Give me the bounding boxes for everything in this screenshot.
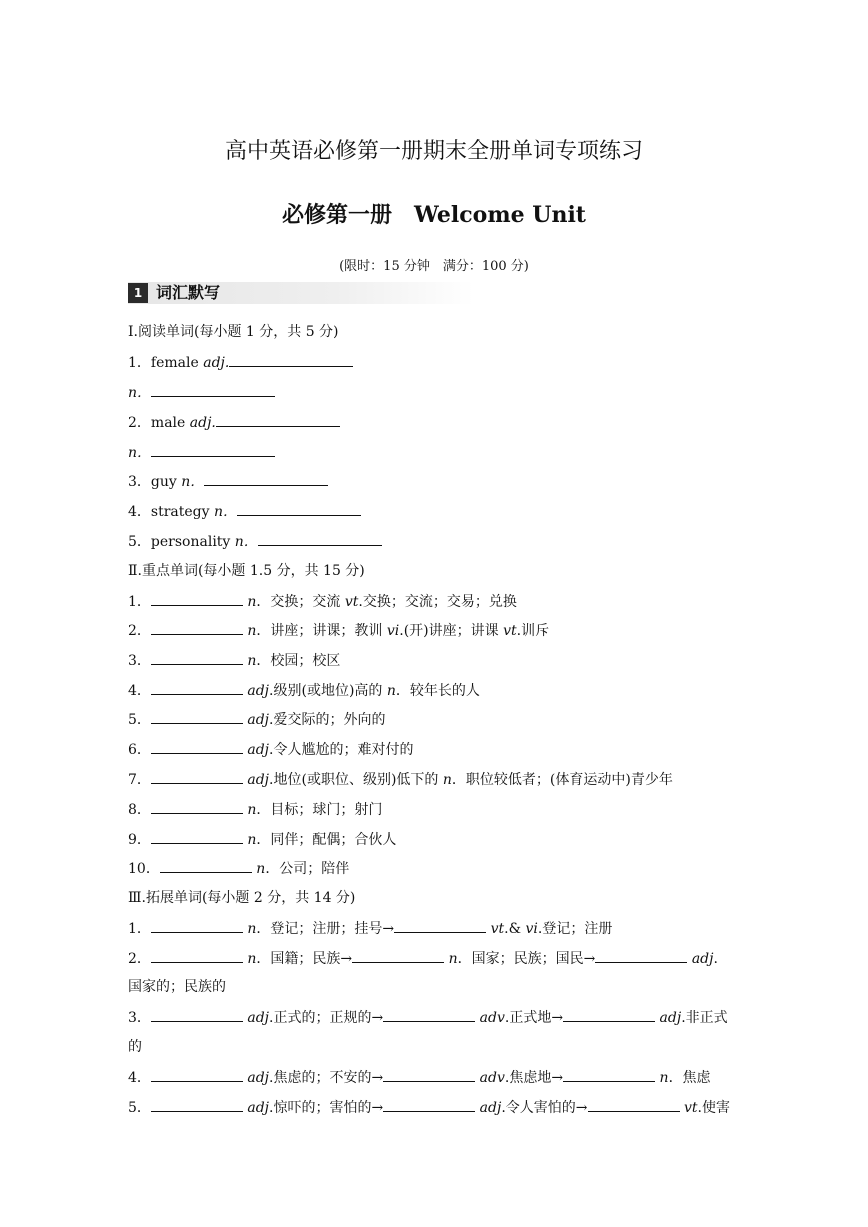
answer-blank[interactable] [151, 442, 275, 457]
answer-blank[interactable] [151, 709, 243, 724]
section-number-icon: 1 [128, 283, 148, 303]
part3-item: 1． n．登记；注册；挂号→ vt.& vi.登记；注册 [128, 918, 612, 939]
part3-item: 3． adj.正式的；正规的→ adv.正式地→ adj.非正式 [128, 1007, 728, 1028]
part2-item: 9． n．同伴；配偶；合伙人 [128, 829, 396, 850]
part3-item-continuation: 国家的；民族的 [128, 979, 226, 995]
answer-blank[interactable] [151, 650, 243, 665]
answer-blank[interactable] [229, 352, 353, 367]
answer-blank[interactable] [595, 948, 687, 963]
part2-item: 4． adj.级别(或地位)高的 n．较年长的人 [128, 680, 480, 701]
part2-heading: Ⅱ.重点单词(每小题 1.5 分，共 15 分) [128, 563, 365, 579]
answer-blank[interactable] [151, 918, 243, 933]
part1-item: 1．female adj. [128, 352, 353, 373]
part2-item: 3． n．校园；校区 [128, 650, 340, 671]
page-subtitle: 必修第一册 Welcome Unit [282, 202, 586, 228]
part2-item: 10． n．公司；陪伴 [128, 858, 349, 879]
answer-blank[interactable] [563, 1067, 655, 1082]
time-score-info: (限时：15 分钟 满分：100 分) [339, 259, 529, 274]
part1-heading: Ⅰ.阅读单词(每小题 1 分，共 5 分) [128, 324, 339, 340]
answer-blank[interactable] [151, 1097, 243, 1112]
answer-blank[interactable] [151, 1067, 243, 1082]
answer-blank[interactable] [151, 769, 243, 784]
answer-blank[interactable] [151, 948, 243, 963]
part2-item: 5． adj.爱交际的；外向的 [128, 709, 385, 730]
answer-blank[interactable] [588, 1097, 680, 1112]
part2-item: 2． n．讲座；讲课；教训 vi.(开)讲座；讲课 vt.训斥 [128, 620, 549, 641]
part1-item: 4．strategy n． [128, 501, 361, 522]
answer-blank[interactable] [151, 829, 243, 844]
part2-item: 8． n．目标；球门；射门 [128, 799, 382, 820]
answer-blank[interactable] [204, 471, 328, 486]
answer-blank[interactable] [151, 591, 243, 606]
answer-blank[interactable] [151, 1007, 243, 1022]
answer-blank[interactable] [237, 501, 361, 516]
answer-blank[interactable] [151, 680, 243, 695]
answer-blank[interactable] [160, 858, 252, 873]
part2-item: 1． n．交换；交流 vt.交换；交流；交易；兑换 [128, 591, 517, 612]
answer-blank[interactable] [216, 412, 340, 427]
part2-item: 7． adj.地位(或职位、级别)低下的 n．职位较低者；(体育运动中)青少年 [128, 769, 673, 790]
part3-item-continuation: 的 [128, 1039, 142, 1055]
answer-blank[interactable] [151, 382, 275, 397]
part3-item: 5． adj.惊吓的；害怕的→ adj.令人害怕的→ vt.使害 [128, 1097, 730, 1118]
part2-item: 6． adj.令人尴尬的；难对付的 [128, 739, 413, 760]
page-title: 高中英语必修第一册期末全册单词专项练习 [224, 139, 643, 164]
answer-blank[interactable] [151, 620, 243, 635]
part3-item: 2． n．国籍；民族→ n．国家；民族；国民→ adj. [128, 948, 718, 969]
section-banner-label: 词汇默写 [156, 283, 221, 302]
part1-item: n． [128, 442, 275, 463]
answer-blank[interactable] [151, 799, 243, 814]
answer-blank[interactable] [383, 1097, 475, 1112]
part3-item: 4． adj.焦虑的；不安的→ adv.焦虑地→ n．焦虑 [128, 1067, 711, 1088]
answer-blank[interactable] [383, 1067, 475, 1082]
part1-item: n． [128, 382, 275, 403]
answer-blank[interactable] [352, 948, 444, 963]
part3-heading: Ⅲ.拓展单词(每小题 2 分，共 14 分) [128, 890, 356, 906]
section-banner [128, 282, 474, 304]
part1-item: 3．guy n． [128, 471, 328, 492]
answer-blank[interactable] [394, 918, 486, 933]
part1-item: 5．personality n． [128, 531, 382, 552]
part1-item: 2．male adj. [128, 412, 340, 433]
answer-blank[interactable] [383, 1007, 475, 1022]
answer-blank[interactable] [258, 531, 382, 546]
answer-blank[interactable] [151, 739, 243, 754]
answer-blank[interactable] [563, 1007, 655, 1022]
